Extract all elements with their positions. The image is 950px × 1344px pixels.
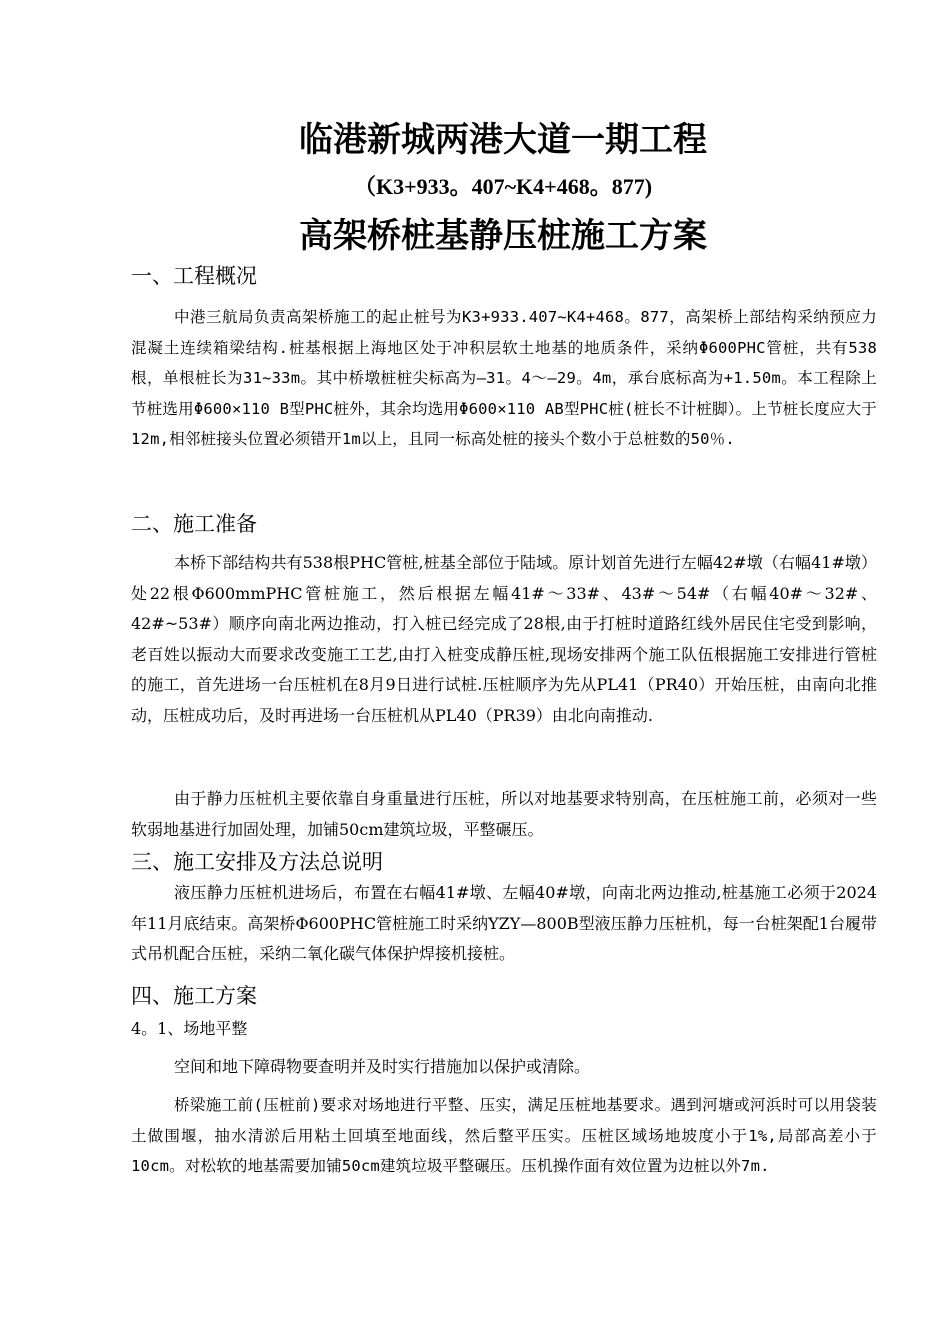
subsection-4-1-heading: 4。1、场地平整 (131, 1019, 248, 1038)
section-2-paragraph-1: 本桥下部结构共有538根PHC管桩,桩基全部位于陆域。原计划首先进行左幅42#墩（右幅41#墩）处22根Φ600mmPHC管桩施工，然后根据左幅41#～33#、43#～54#（右幅40#～32#、42#~53#）顺序向南北两边推动，打入桩已经完成了28根,由于打桩时道路红线外居民住宅受到影响，老百姓以振动大而要求改变施工工艺,由打入桩变成静压桩,现场安排两个施工队伍根据施工安排进行管桩的施工，首先进场一台压桩机在8月9日进行试桩.压桩顺序为先从PL41（PR40）开始压桩，由南向北推动，压桩成功后，及时再进场一台压桩机从PL40（PR39）由北向南推动. (131, 553, 877, 725)
document-subtitle: 高架桥桩基静压桩施工方案 (299, 216, 707, 256)
section-4-paragraph-2: 桥梁施工前(压桩前)要求对场地进行平整、压实，满足压桩地基要求。遇到河塘或河浜时可以用袋装土做围堰，抽水清淤后用粘土回填至地面线，然后整平压实。压桩区域场地坡度小于1%,局部高差小于10cm。对松软的地基需要加铺50cm建筑垃圾平整碾压。压机操作面有效位置为边桩以外7m. (131, 1096, 877, 1175)
document-chainage: （K3+933。407~K4+468。877) (353, 174, 653, 199)
section-1-paragraph: 中港三航局负责高架桥施工的起止桩号为K3+933.407~K4+468。877，高架桥上部结构采纳预应力混凝土连续箱梁结构.桩基根据上海地区处于冲积层软土地基的地质条件，采纳Φ600PHC管桩，共有538根，单根桩长为31~33m。其中桥墩桩桩尖标高为—31。4～—29。4m，承台底标高为+1.50m。本工程除上节桩选用Φ600×110 B型PHC桩外，其余均选用Φ600×110 AB型PHC桩(桩长不计桩脚）。上节桩长度应大于12m,相邻桩接头位置必须错开1m以上，且同一标高处桩的接头个数小于总桩数的50％. (131, 308, 877, 448)
section-4-paragraph-1: 空间和地下障碍物要查明并及时实行措施加以保护或清除。 (174, 1057, 591, 1076)
section-3-heading: 三、施工安排及方法总说明 (131, 850, 383, 874)
section-2-paragraph-2: 由于静力压桩机主要依靠自身重量进行压桩，所以对地基要求特别高，在压桩施工前，必须对一些软弱地基进行加固处理，加铺50cm建筑垃圾，平整碾压。 (131, 789, 877, 839)
section-1-heading: 一、工程概况 (131, 264, 257, 288)
section-3-paragraph: 液压静力压桩机进场后，布置在右幅41#墩、左幅40#墩，向南北两边推动,桩基施工必须于2024年11月底结束。高架桥Φ600PHC管桩施工时采纳YZY—800B型液压静力压桩机，每一台桩架配1台履带式吊机配合压桩，采纳二氧化碳气体保护焊接机接桩。 (131, 883, 877, 963)
section-4-heading: 四、施工方案 (131, 984, 257, 1008)
section-2-heading: 二、施工准备 (131, 512, 257, 536)
document-title: 临港新城两港大道一期工程 (299, 120, 707, 160)
